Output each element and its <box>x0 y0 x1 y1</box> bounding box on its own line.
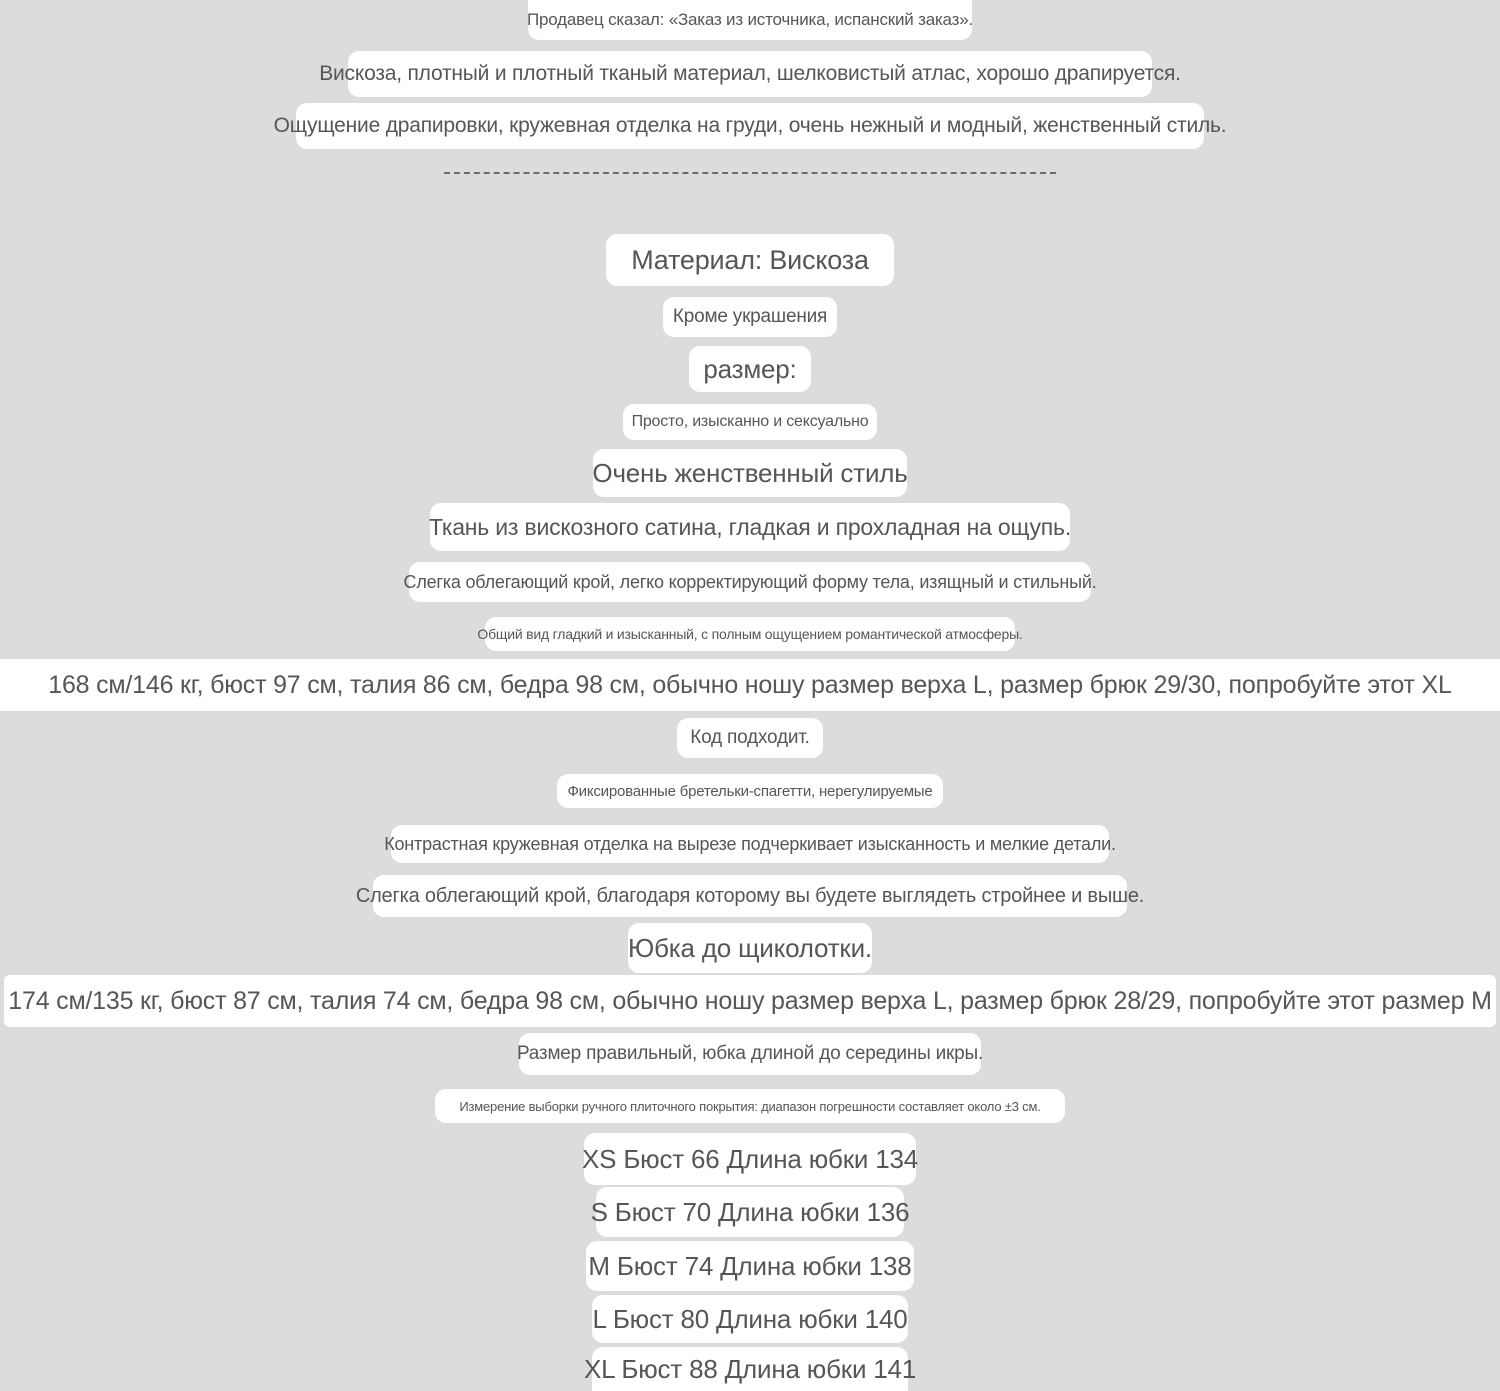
drape-note: Ощущение драпировки, кружевная отделка на груди, очень нежный и модный, женственный стиль. <box>296 103 1204 149</box>
model-1-measurements: 168 см/146 кг, бюст 97 см, талия 86 см, бедра 98 см, обычно ношу размер верха L, размер брюк 29/30, попробуйте этот XL <box>0 659 1500 711</box>
size-row-l: L Бюст 80 Длина юбки 140 <box>592 1295 908 1343</box>
measurement-note: Измерение выборки ручного плиточного покрытия: диапазон погрешности составляет около ±3 см. <box>435 1089 1065 1123</box>
feminine-style-text: Очень женственный стиль <box>593 449 907 497</box>
size-row-m: M Бюст 74 Длина юбки 138 <box>586 1241 914 1291</box>
fabric-feel-text: Ткань из вискозного сатина, гладкая и прохладная на ощупь. <box>430 503 1070 551</box>
lace-trim-text: Контрастная кружевная отделка на вырезе подчеркивает изысканность и мелкие детали. <box>391 825 1109 863</box>
size-label: размер: <box>689 346 811 392</box>
size-correct-text: Размер правильный, юбка длиной до середины икры. <box>519 1033 981 1075</box>
fabric-note: Вискоза, плотный и плотный тканый материал, шелковистый атлас, хорошо драпируется. <box>348 51 1152 97</box>
code-fits-text: Код подходит. <box>677 718 823 758</box>
model-2-measurements: 174 см/135 кг, бюст 87 см, талия 74 см, бедра 98 см, обычно ношу размер верха L, размер брюк 28/29, попробуйте этот размер M <box>4 975 1496 1027</box>
skirt-length-text: Юбка до щиколотки. <box>628 923 872 973</box>
fit-shape-text: Слегка облегающий крой, легко корректирующий форму тела, изящный и стильный. <box>409 562 1091 602</box>
size-row-xs: XS Бюст 66 Длина юбки 134 <box>584 1133 916 1185</box>
seller-note: Продавец сказал: «Заказ из источника, испанский заказ». <box>528 0 972 40</box>
slim-fit-text: Слегка облегающий крой, благодаря которому вы будете выглядеть стройнее и выше. <box>373 875 1127 917</box>
simple-style-text: Просто, изысканно и сексуально <box>623 404 877 440</box>
size-row-s: S Бюст 70 Длина юбки 136 <box>596 1187 904 1237</box>
straps-text: Фиксированные бретельки-спагетти, нерегулируемые <box>557 774 943 808</box>
except-decor-label: Кроме украшения <box>663 297 837 337</box>
size-row-xl: XL Бюст 88 Длина юбки 141 <box>592 1347 908 1391</box>
material-label: Материал: Вискоза <box>606 234 894 286</box>
overall-look-text: Общий вид гладкий и изысканный, с полным ощущением романтической атмосферы. <box>485 617 1015 651</box>
section-divider <box>444 172 1056 174</box>
